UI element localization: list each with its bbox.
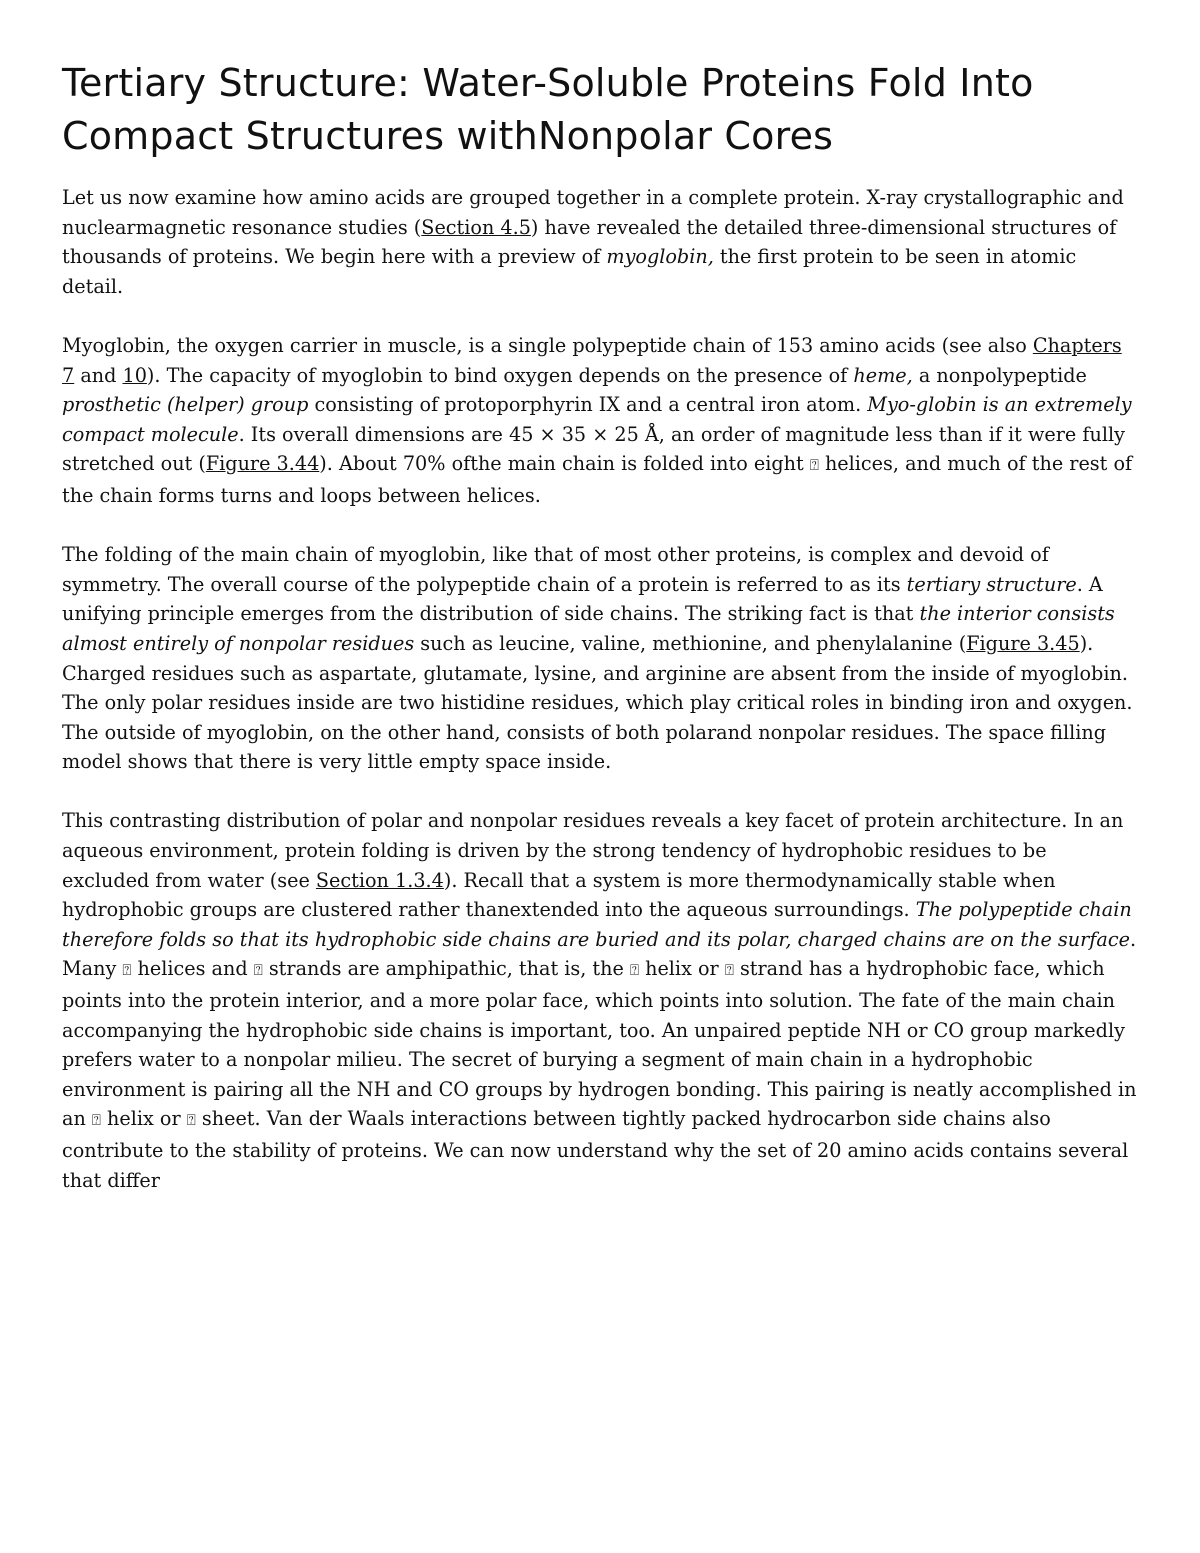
document-page bbox=[62, 57, 1138, 1225]
text: . A unifying principle emerges from the distribution of side chains. The striking fact is that bbox=[62, 572, 1103, 626]
text: ) have revealed the detailed three-dimensional structures of thousands of proteins. We begin here with a preview of bbox=[62, 215, 1117, 269]
text: helix or bbox=[100, 1107, 187, 1131]
text: Let us now examine how amino acids are grouped together in a complete protein. X-ray crystallographic and nuclearmagnetic resonance studies ( bbox=[62, 186, 1124, 239]
missing-glyph-icon: ⍰ bbox=[253, 961, 263, 980]
missing-glyph-icon: ⍰ bbox=[724, 961, 734, 980]
paragraph-folding bbox=[62, 540, 1138, 777]
italic-compact-molecule: Myo-globin is an extremely compact molecule bbox=[62, 393, 1132, 446]
italic-term-tertiary-structure: tertiary structure bbox=[906, 572, 1077, 596]
text: This contrasting distribution of polar and nonpolar residues reveals a key facet of protein architecture. In an aqueous environment, protein folding is driven by the strong tendency of hydrophobic residues to be excluded from water (see bbox=[62, 809, 1124, 892]
italic-term-prosthetic-group: prosthetic (helper) group bbox=[62, 393, 309, 417]
paragraph-architecture bbox=[62, 806, 1138, 1195]
link-chapter-10[interactable]: 10 bbox=[122, 363, 147, 387]
text: The folding of the main chain of myoglobin, like that of most other proteins, is complex and devoid of symmetry. The overall course of the polypeptide chain of a protein is referred to as its bbox=[62, 543, 1049, 596]
text: strand has a hydrophobic face, which points into the protein interior, and a more polar face, which points into solution. The fate of the main chain accompanying the hydrophobic side chains is important, too. An unpaired peptide NH or CO group markedly prefers water to a nonpolar milieu. The secret of burying a segment of main chain in a hydrophobic environment is pairing all the NH and CO groups by hydrogen bonding. This pairing is neatly accomplished in an bbox=[62, 957, 1137, 1131]
link-section-1-3-4[interactable]: Section 1.3.4 bbox=[315, 868, 444, 892]
link-figure-3-44[interactable]: Figure 3.44 bbox=[205, 452, 320, 476]
italic-interior-nonpolar: the interior consists almost entirely of nonpolar residues bbox=[62, 602, 1115, 655]
link-section-4-5[interactable]: Section 4.5 bbox=[421, 215, 531, 239]
text: . Many bbox=[62, 927, 1137, 981]
missing-glyph-icon: ⍰ bbox=[186, 1111, 196, 1130]
missing-glyph-icon: ⍰ bbox=[809, 456, 819, 475]
text: ). Charged residues such as aspartate, glutamate, lysine, and arginine are absent from the inside of myoglobin. The only polar residues inside are two histidine residues, which play critical roles in binding iron and oxygen. The outside of myoglobin, on the other hand, consists of both polarand nonpolar residues. The space filling model shows that there is very little empty space inside. bbox=[62, 631, 1133, 774]
missing-glyph-icon: ⍰ bbox=[122, 961, 132, 980]
italic-term-myoglobin: myoglobin, bbox=[606, 245, 714, 269]
paragraph-intro bbox=[62, 183, 1138, 301]
page-title: Tertiary Structure: Water-Soluble Proteins Fold Into Compact Structures withNonpolar Cores bbox=[62, 61, 1034, 158]
text: sheet. Van der Waals interactions between tightly packed hydrocarbon side chains also contribute to the stability of proteins. We can now understand why the set of 20 amino acids contains several that differ bbox=[62, 1107, 1129, 1192]
link-figure-3-45[interactable]: Figure 3.45 bbox=[966, 631, 1080, 655]
missing-glyph-icon: ⍰ bbox=[629, 961, 639, 980]
paragraph-myoglobin bbox=[62, 331, 1138, 511]
text: strands are amphipathic, that is, the bbox=[262, 957, 630, 981]
text: a nonpolypeptide bbox=[912, 363, 1087, 387]
text: ). The capacity of myoglobin to bind oxygen depends on the presence of bbox=[146, 363, 854, 387]
text: ). Recall that a system is more thermodynamically stable when hydrophobic groups are clustered rather thanextended into the aqueous surroundings. bbox=[62, 868, 1056, 922]
text: the first protein to be seen in atomic detail. bbox=[62, 245, 1077, 298]
text: such as leucine, valine, methionine, and phenylalanine ( bbox=[414, 631, 967, 655]
text: . Its overall dimensions are 45 × 35 × 25 Å, an order of magnitude less than if it were fully stretched out ( bbox=[62, 422, 1125, 476]
text: helices and bbox=[131, 957, 254, 981]
italic-folding-principle: The polypeptide chain therefore folds so that its hydrophobic side chains are buried and its polar, charged chains are on the surface bbox=[62, 898, 1132, 951]
missing-glyph-icon: ⍰ bbox=[91, 1111, 101, 1130]
text: consisting of protoporphyrin IX and a central iron atom. bbox=[308, 393, 868, 417]
text: and bbox=[74, 363, 123, 387]
italic-term-heme: heme, bbox=[853, 363, 913, 387]
text: helices, and much of the rest of the chain forms turns and loops between helices. bbox=[62, 452, 1133, 507]
text: Myoglobin, the oxygen carrier in muscle, is a single polypeptide chain of 153 amino acids (see also bbox=[62, 333, 1033, 357]
text: helix or bbox=[638, 957, 725, 981]
link-chapters-7[interactable]: Chapters 7 bbox=[62, 333, 1122, 387]
text: ). About 70% ofthe main chain is folded into eight bbox=[319, 452, 810, 476]
